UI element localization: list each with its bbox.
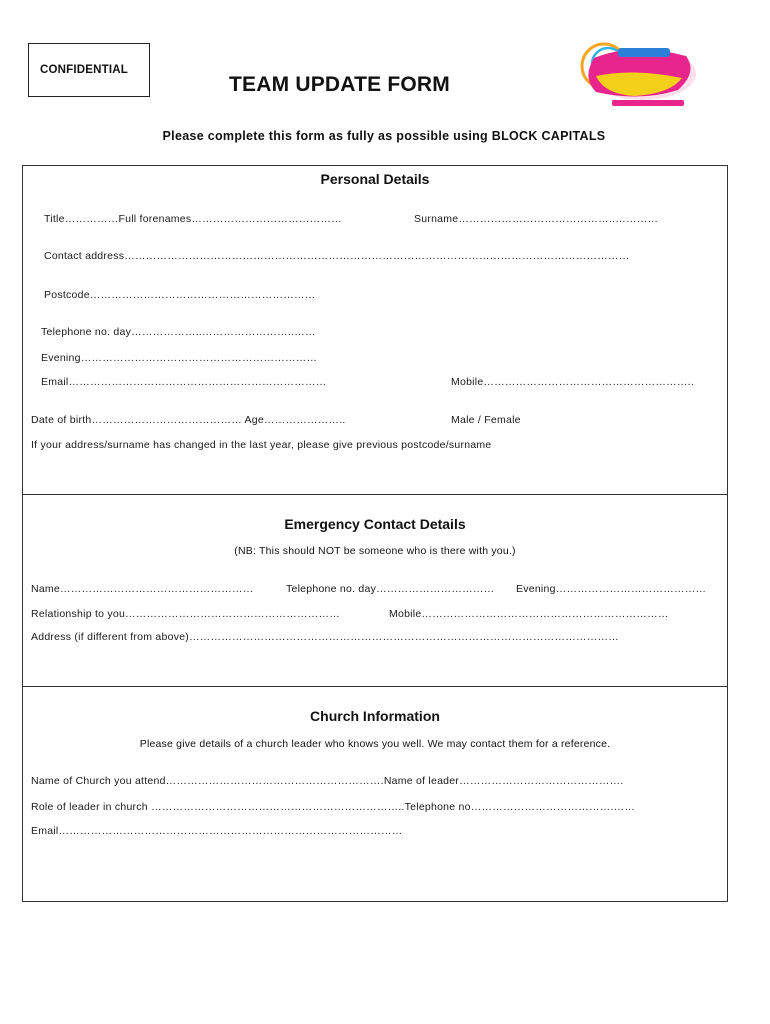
form-title: TEAM UPDATE FORM: [229, 73, 450, 96]
surname-field[interactable]: Surname……………………………………..…………: [414, 213, 659, 225]
postcode-field[interactable]: Postcode………………………………………………………: [44, 289, 316, 301]
emergency-address-field[interactable]: Address (if different from above)…………………………………………………………………………………………………………: [31, 631, 620, 643]
telephone-day-field[interactable]: Telephone no. day………………..……………………..……: [41, 326, 316, 338]
church-role-telephone-field[interactable]: Role of leader in church ……………………………………………………………..Telephone no………………………………….……: [31, 801, 636, 813]
evening-field[interactable]: Evening…………………………………………………………: [41, 352, 318, 364]
confidential-label: CONFIDENTIAL: [40, 64, 129, 76]
church-email-field[interactable]: Email……………………………………………………………………………………: [31, 825, 403, 837]
title-forenames-field[interactable]: Title……………Full forenames……………………………………: [44, 213, 342, 225]
section-divider: [22, 686, 728, 687]
dob-age-field[interactable]: Date of birth…………………………………… Age…………………..: [31, 414, 346, 426]
section-divider: [22, 494, 728, 495]
email-field[interactable]: Email………………………………………………………………: [41, 376, 327, 388]
emergency-mobile-field[interactable]: Mobile……………………………………………………………: [389, 608, 669, 620]
emergency-telephone-day-field[interactable]: Telephone no. day……………………………: [286, 583, 495, 595]
contact-address-field[interactable]: Contact address……………………………………………………………………………………………………………………………: [44, 250, 630, 262]
emergency-relationship-field[interactable]: Relationship to you……………………………………………………: [31, 608, 341, 620]
emergency-evening-field[interactable]: Evening……………………………………: [516, 583, 707, 595]
church-information-heading: Church Information: [310, 708, 440, 724]
gender-field[interactable]: Male / Female: [451, 414, 521, 426]
form-instructions: Please complete this form as fully as possible using BLOCK CAPITALS: [162, 129, 606, 143]
form-frame: [22, 165, 728, 902]
beach-life-logo: [574, 38, 704, 116]
emergency-name-field[interactable]: Name………………………………………………: [31, 583, 254, 595]
emergency-contact-heading: Emergency Contact Details: [284, 516, 466, 532]
confidential-box: [28, 43, 150, 97]
church-information-note: Please give details of a church leader who knows you well. We may contact them for a reference.: [139, 738, 611, 750]
emergency-contact-note: (NB: This should NOT be someone who is there with you.): [234, 545, 516, 557]
church-name-leader-field[interactable]: Name of Church you attend…………………………………………………….Name of leader……………………………………….: [31, 775, 624, 787]
mobile-field[interactable]: Mobile…………………………………………………..: [451, 376, 695, 388]
previous-address-note: If your address/surname has changed in the last year, please give previous postcode/surname: [31, 439, 492, 451]
personal-details-heading: Personal Details: [320, 171, 430, 187]
